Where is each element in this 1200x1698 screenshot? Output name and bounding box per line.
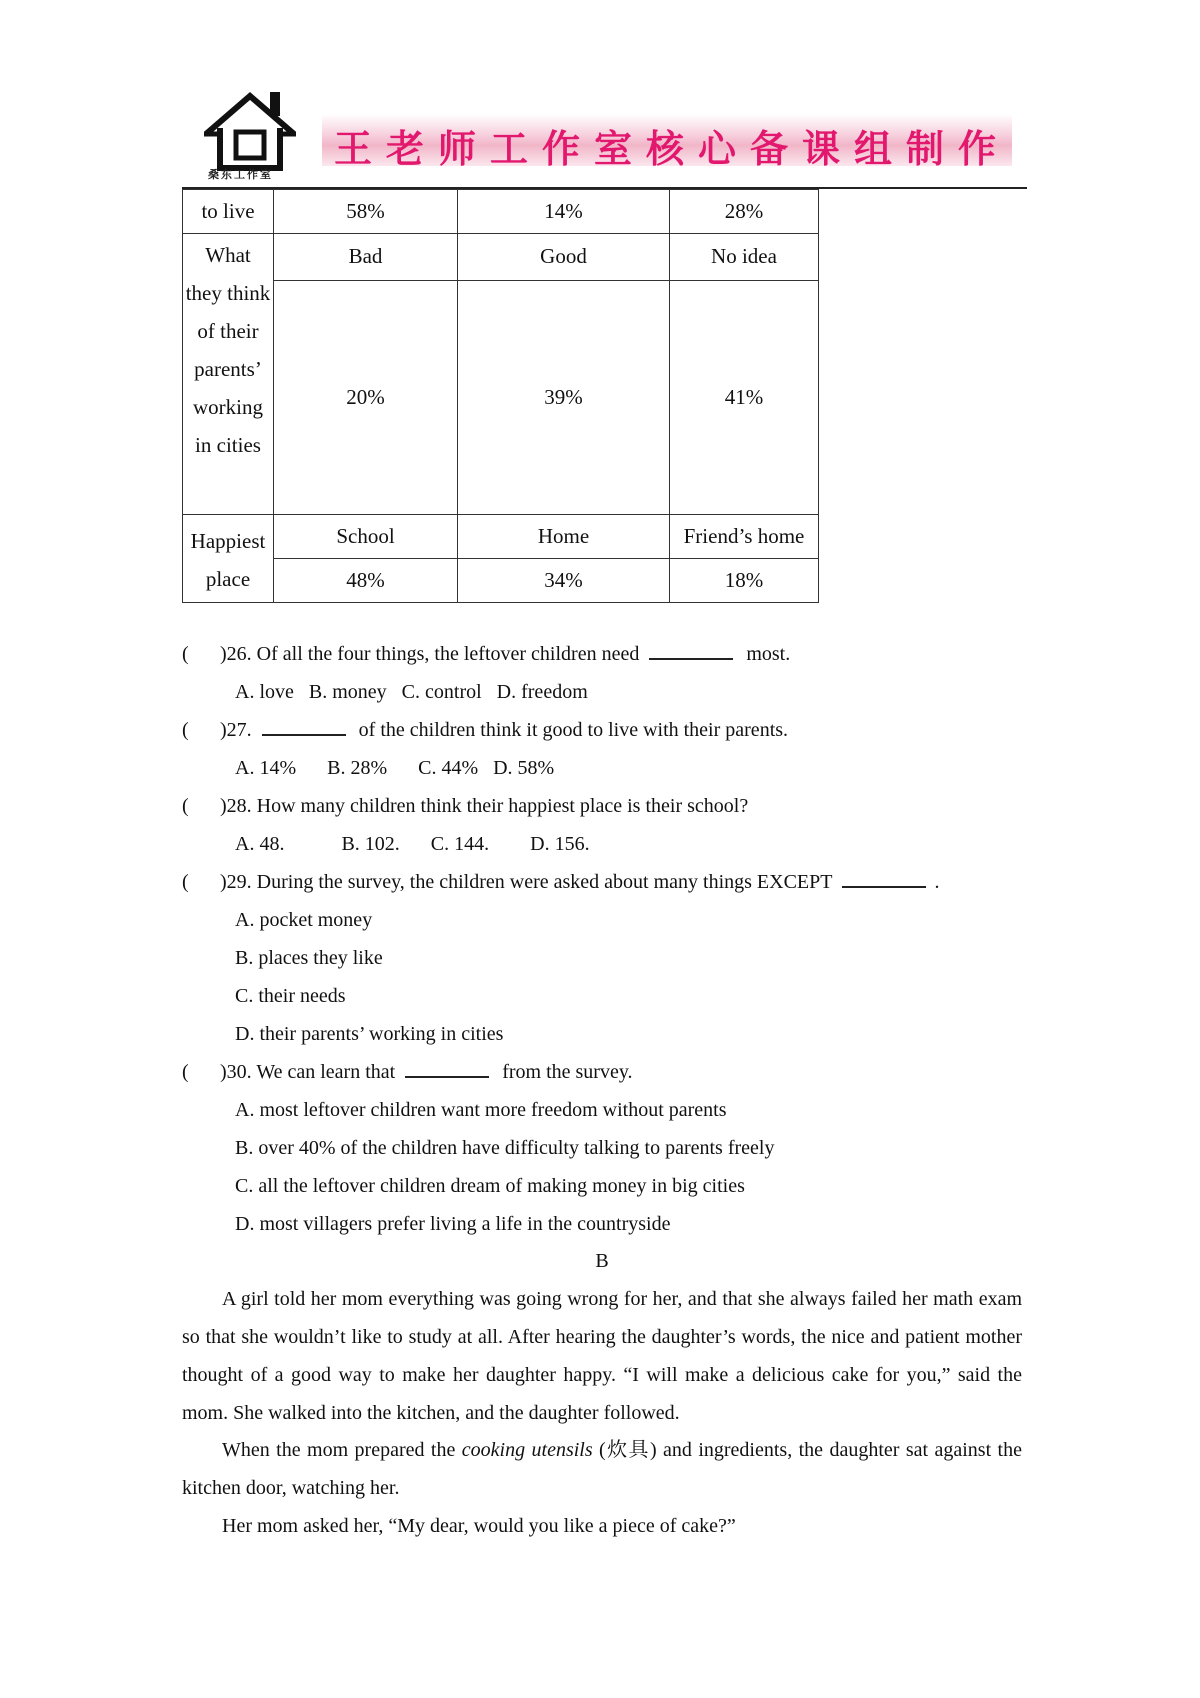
question-text-after: . [934, 871, 940, 893]
question-26 [182, 635, 1022, 673]
question-text: Of all the four things, the leftover children need [256, 643, 640, 665]
answer-blank [262, 714, 346, 736]
question-30 [182, 1053, 1022, 1091]
option: A. love [235, 681, 294, 703]
label-line: Happiest [190, 528, 266, 553]
question-text-after: most. [746, 643, 791, 665]
option: C. 44% [418, 757, 479, 779]
label-line: parents’ [194, 357, 262, 381]
table-row [183, 280, 819, 514]
table-row [183, 559, 819, 603]
table-row [183, 190, 819, 234]
section-heading: B [595, 1250, 609, 1272]
question-text: During the survey, the children were asked about many things EXCEPT [256, 871, 833, 893]
option: A. pocket money [235, 909, 373, 931]
label-line: place [205, 566, 251, 591]
table-cell: 28% [670, 190, 819, 234]
option: C. control [401, 681, 482, 703]
question-number: )29. [220, 871, 252, 893]
italic-term: cooking utensils [461, 1439, 593, 1461]
option: C. 144. [430, 833, 490, 855]
passage-paragraph: A girl told her mom everything was going wrong for her, and that she always failed her math exam so that she wouldn’t like to study at all. After hearing the daughter’s words, the nice and patient mother thought of a good way to make her daughter happy. “I will make a delicious cake for you,” said the mom. She walked into the kitchen, and the daughter followed. [182, 1288, 1022, 1424]
label-line: they think [185, 281, 271, 305]
option: D. 156. [530, 833, 590, 855]
survey-table [182, 189, 819, 603]
question-number: )28. [220, 795, 252, 817]
label-line: What [205, 243, 251, 267]
table-cell: 18% [670, 559, 819, 603]
table-cell: 48% [274, 559, 458, 603]
label-line: of their [197, 319, 259, 343]
logo-caption: 桑东工作室 [208, 168, 273, 181]
table-row-label [183, 234, 274, 515]
table-cell: 41% [670, 280, 819, 514]
option: C. their needs [235, 985, 346, 1007]
table-cell: 39% [458, 280, 670, 514]
option: B. 28% [327, 757, 388, 779]
option: B. money [308, 681, 387, 703]
passage-paragraph [182, 1431, 1022, 1507]
question-number: )26. [220, 643, 252, 665]
table-cell: 34% [458, 559, 670, 603]
option: A. 48. [235, 833, 285, 855]
question-27 [182, 711, 1022, 749]
table-cell: to live [183, 190, 274, 234]
question-28 [182, 787, 1022, 825]
options-row [182, 749, 1022, 787]
table-cell: 14% [458, 190, 670, 234]
option: A. 14% [235, 757, 297, 779]
question-number: )27. [220, 719, 252, 741]
question-text-after: of the children think it good to live with their parents. [358, 719, 789, 741]
option: B. 102. [341, 833, 400, 855]
banner-title: 王老师工作室核心备课组制作 [334, 127, 1011, 171]
table-header-cell: Bad [274, 234, 458, 281]
table-cell: 20% [274, 280, 458, 514]
table-cell: 58% [274, 190, 458, 234]
label-line: in cities [195, 433, 261, 457]
question-text: How many children think their happiest place is their school? [256, 795, 749, 817]
option: D. freedom [496, 681, 588, 703]
answer-blank [649, 638, 733, 660]
question-text-after: from the survey. [502, 1061, 633, 1083]
passage-paragraph: Her mom asked her, “My dear, would you like a piece of cake?” [222, 1515, 736, 1537]
table-header-cell: No idea [670, 234, 819, 281]
answer-paren: ( [182, 719, 189, 741]
paragraph-text: (炊具) and ingredients, the daughter sat against the kitchen door, watching her. [182, 1439, 1022, 1499]
option: A. most leftover children want more freedom without parents [235, 1099, 727, 1121]
option: B. places they like [235, 947, 383, 969]
answer-paren: ( [182, 871, 189, 893]
table-row [183, 515, 819, 559]
answer-paren: ( [182, 1061, 189, 1083]
options-row [182, 825, 1022, 863]
table-header-cell: Home [458, 515, 670, 559]
option: C. all the leftover children dream of making money in big cities [235, 1175, 745, 1197]
question-text: We can learn that [256, 1061, 396, 1083]
table-header-cell: Good [458, 234, 670, 281]
answer-paren: ( [182, 643, 189, 665]
table-header-cell: School [274, 515, 458, 559]
option: D. most villagers prefer living a life in the countryside [235, 1213, 671, 1235]
page-header [182, 82, 1027, 190]
table-row-label [183, 515, 274, 603]
table-row [183, 234, 819, 281]
question-number: )30. [220, 1061, 252, 1083]
options-row [182, 673, 1022, 711]
option: D. their parents’ working in cities [235, 1023, 504, 1045]
table-header-cell: Friend’s home [670, 515, 819, 559]
question-29 [182, 863, 1022, 901]
label-line: working [193, 395, 263, 419]
paragraph-text: When the mom prepared the [222, 1439, 456, 1461]
answer-blank [405, 1056, 489, 1078]
question-list [182, 635, 1022, 1243]
option: D. 58% [493, 757, 555, 779]
option: B. over 40% of the children have difficulty talking to parents freely [235, 1137, 775, 1159]
answer-blank [842, 866, 926, 888]
answer-paren: ( [182, 795, 189, 817]
